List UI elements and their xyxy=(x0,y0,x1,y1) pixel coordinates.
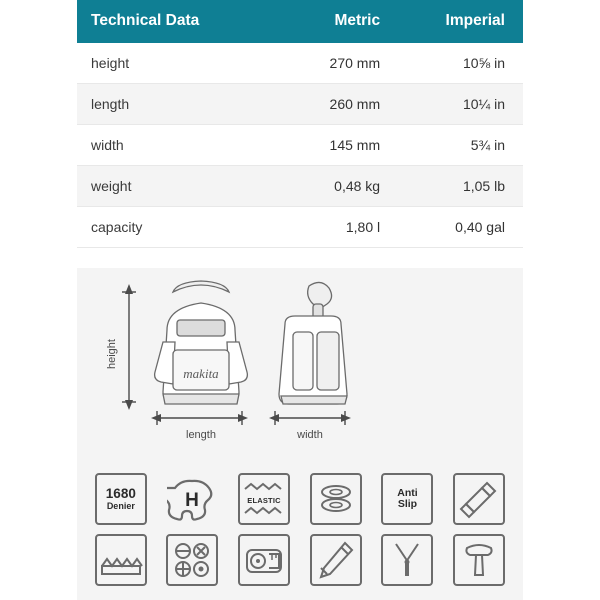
width-arrow-head-left xyxy=(269,414,279,422)
table-row xyxy=(77,43,523,84)
table-row xyxy=(77,166,523,207)
row-metric: 260 mm xyxy=(273,84,398,125)
length-dimension-arrow xyxy=(157,411,242,425)
height-arrow-head-bottom xyxy=(125,400,133,410)
anti-slip-line1: Anti xyxy=(397,487,418,500)
header-technical-data: Technical Data xyxy=(77,0,273,43)
feature-icon-grid xyxy=(77,463,523,600)
row-metric: 1,80 l xyxy=(273,207,398,248)
anti-slip-icon xyxy=(381,473,433,525)
height-dimension-arrow xyxy=(122,290,136,404)
row-label: width xyxy=(77,125,273,166)
row-imperial: 1,05 lb xyxy=(398,166,523,207)
table-body xyxy=(77,43,523,248)
saw-icon xyxy=(95,534,147,586)
header-imperial: Imperial xyxy=(398,0,523,43)
length-dimension-label: length xyxy=(186,429,216,441)
table-header-row xyxy=(77,0,523,43)
row-label: height xyxy=(77,43,273,84)
width-dimension-label: width xyxy=(297,429,323,441)
row-imperial: 10¼ in xyxy=(398,84,523,125)
row-label: capacity xyxy=(77,207,273,248)
table-row xyxy=(77,84,523,125)
height-dimension-label: height xyxy=(106,339,118,369)
table-row xyxy=(77,207,523,248)
brand-wordmark: makita xyxy=(183,366,219,381)
technical-data-table xyxy=(77,0,523,248)
tape-measure-icon xyxy=(238,534,290,586)
row-metric: 0,48 kg xyxy=(273,166,398,207)
rivet-icon xyxy=(310,473,362,525)
length-arrow-head-right xyxy=(238,414,248,422)
row-imperial: 0,40 gal xyxy=(398,207,523,248)
denier-unit: Denier xyxy=(106,500,135,511)
row-label: weight xyxy=(77,166,273,207)
denier-value: 1680 xyxy=(105,486,136,502)
height-arrow-head-top xyxy=(125,284,133,294)
row-metric: 270 mm xyxy=(273,43,398,84)
table-row xyxy=(77,125,523,166)
fasteners-icon xyxy=(166,534,218,586)
width-dimension-arrow xyxy=(275,411,345,425)
row-label: length xyxy=(77,84,273,125)
pliers-icon xyxy=(381,534,433,586)
row-imperial: 10⅝ in xyxy=(398,43,523,84)
elastic-icon xyxy=(238,473,290,525)
row-metric: 145 mm xyxy=(273,125,398,166)
hammer-icon xyxy=(453,534,505,586)
screwdriver-icon xyxy=(453,473,505,525)
length-arrow-head-left xyxy=(151,414,161,422)
leather-grade-letter: H xyxy=(185,490,200,512)
row-imperial: 5¾ in xyxy=(398,125,523,166)
pouch-side-illustration xyxy=(279,282,347,404)
elastic-label: ELASTIC xyxy=(247,496,281,506)
leather-h-icon xyxy=(166,473,218,525)
anti-slip-line2: Slip xyxy=(397,498,418,511)
pouch-front-illustration xyxy=(155,281,248,404)
dimension-diagram-panel xyxy=(77,268,523,463)
width-arrow-head-right xyxy=(341,414,351,422)
header-metric: Metric xyxy=(273,0,398,43)
denier-1680-icon xyxy=(95,473,147,525)
table-header xyxy=(77,0,523,43)
pencil-icon xyxy=(310,534,362,586)
